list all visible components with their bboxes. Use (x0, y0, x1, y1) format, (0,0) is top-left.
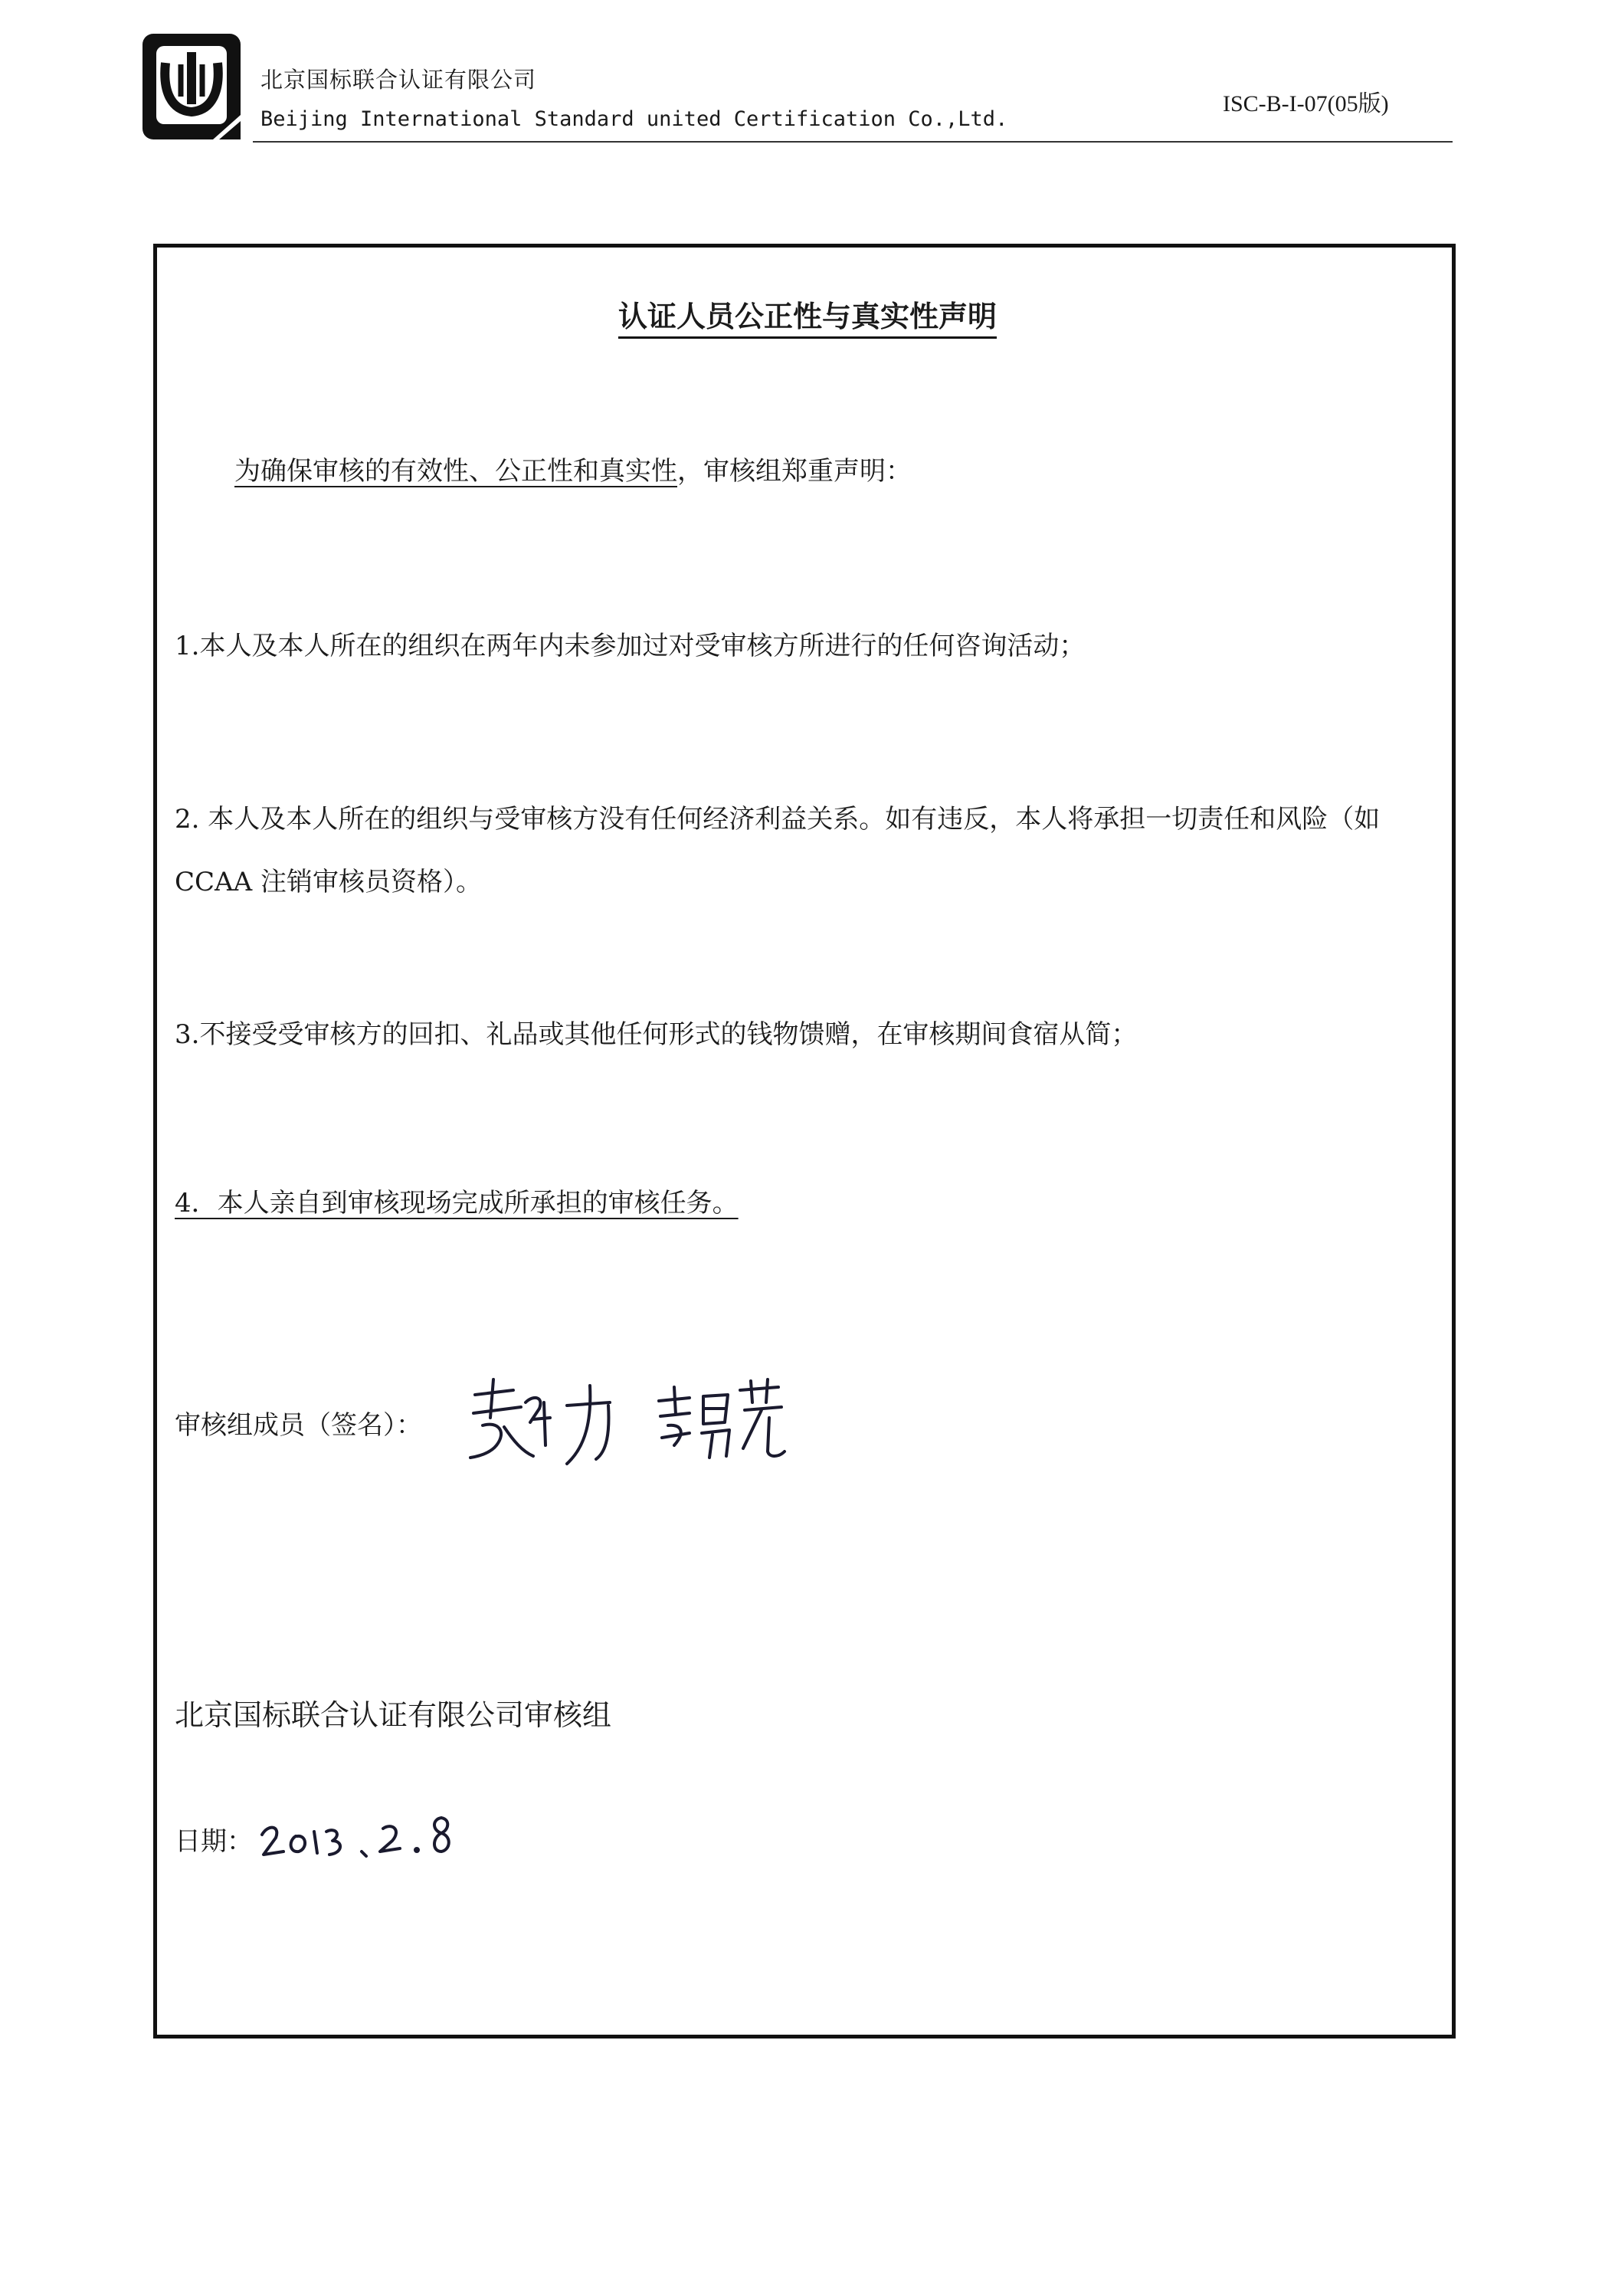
audit-team-organization: 北京国标联合认证有限公司审核组 (175, 1698, 612, 1732)
company-name-en: Beijing International Standard united Certification Co.,Ltd. (260, 107, 1008, 131)
declaration-title-text: 认证人员公正性与真实性声明 (618, 300, 997, 339)
header-divider (253, 141, 1453, 143)
declaration-frame (153, 244, 1456, 2039)
declaration-item-2: 2. 本人及本人所在的组织与受审核方没有任何经济利益关系。如有违反，本人将承担一切责任和风险（如CCAA 注销审核员资格）。 (175, 804, 1381, 897)
intro-underlined: 为确保审核的有效性、公正性和真实性 (234, 456, 677, 487)
declaration-item-4: 4．本人亲自到审核现场完成所承担的审核任务。 (175, 1188, 739, 1219)
date-label: 日期： (175, 1826, 253, 1857)
declaration-item-1: 1.本人及本人所在的组织在两年内未参加过对受审核方所进行的任何咨询活动； (175, 631, 1086, 661)
intro-rest: ，审核组郑重声明： (677, 456, 912, 487)
signature-label: 审核组成员（签名）： (175, 1410, 422, 1441)
document-code: ISC-B-I-07(05版) (1223, 91, 1389, 116)
company-name-cn: 北京国标联合认证有限公司 (260, 67, 537, 93)
handwritten-date (257, 1801, 464, 1862)
intro-paragraph (234, 452, 912, 491)
company-logo (139, 31, 247, 146)
declaration-item-3: 3.不接受受审核方的回扣、礼品或其他任何形式的钱物馈赠，在审核期间食宿从简； (175, 1019, 1138, 1050)
declaration-title (0, 293, 1615, 335)
handwritten-signatures (460, 1372, 797, 1479)
